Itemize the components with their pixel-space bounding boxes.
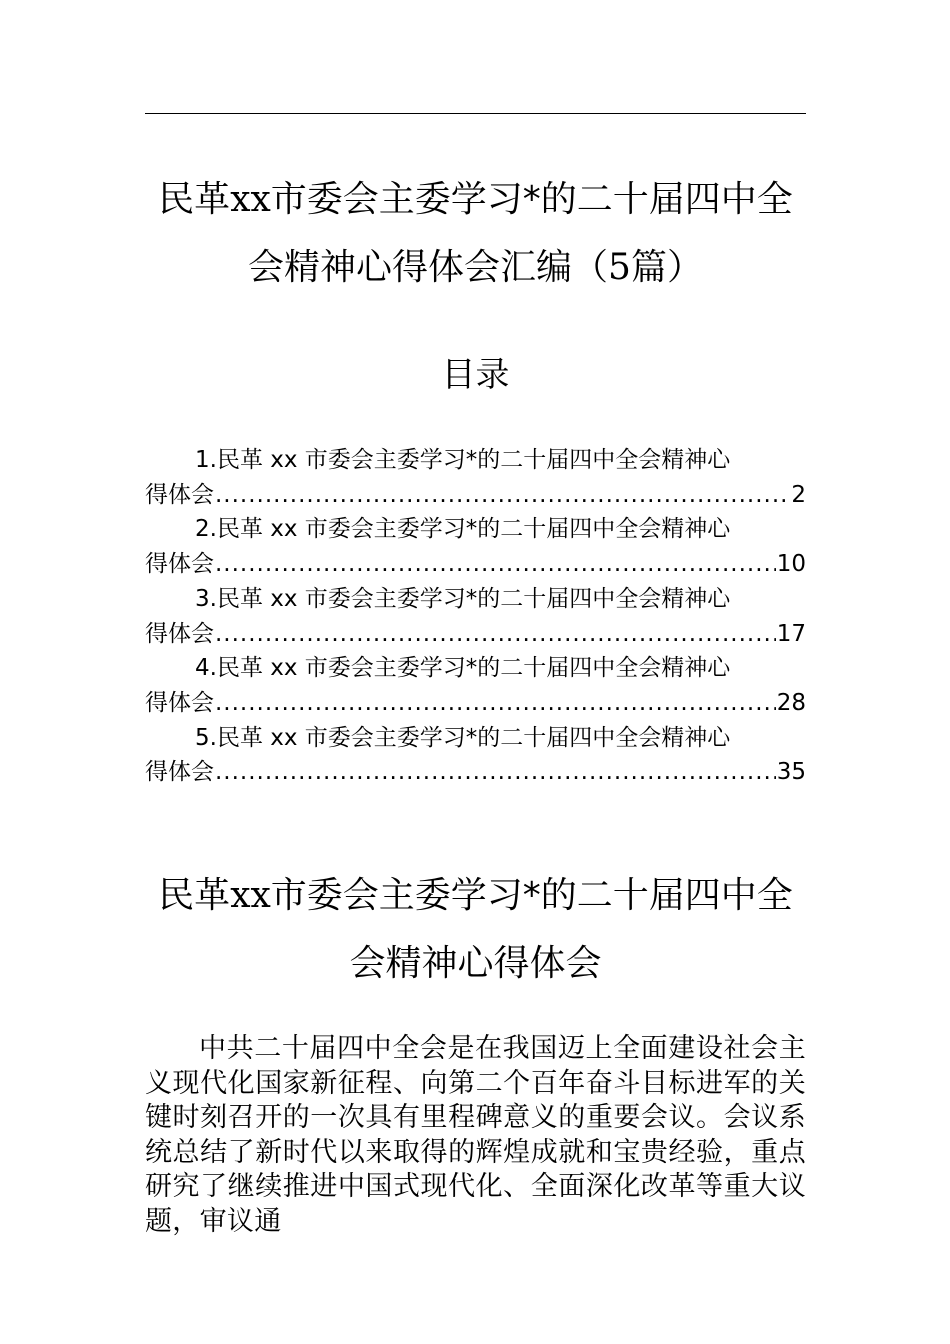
toc-entry-label-cont: 得体会 — [145, 551, 214, 578]
main-title-text: 篇） — [630, 247, 703, 288]
toc-entry-label-cont: 得体会 — [145, 759, 214, 786]
main-title-count: 5 — [608, 247, 631, 288]
toc-leader-dots — [215, 755, 776, 790]
toc-entry-label-cont: 得体会 — [145, 620, 214, 647]
main-title-text: 民革 — [158, 179, 231, 220]
toc-entry-line — [145, 755, 806, 790]
table-of-contents — [145, 443, 806, 790]
toc-page-number: 17 — [776, 620, 806, 647]
toc-page-number: 28 — [776, 689, 806, 716]
toc-entry-line — [145, 686, 806, 721]
toc-entry[interactable] — [145, 721, 806, 790]
header-rule — [145, 113, 806, 114]
main-title-latin: xx — [230, 179, 271, 220]
main-title — [145, 166, 806, 302]
toc-entry-label: 1.民革 xx 市委会主委学习*的二十届四中全会精神心 — [195, 447, 731, 473]
toc-heading: 目录 — [441, 355, 510, 395]
toc-entry[interactable] — [145, 651, 806, 720]
toc-entry[interactable] — [145, 582, 806, 651]
toc-entry-label: 2.民革 xx 市委会主委学习*的二十届四中全会精神心 — [195, 516, 731, 543]
section-title — [145, 862, 806, 998]
main-title-text: 市委会主委学习*的二十届四中全会精神心得体会汇编（ — [248, 179, 793, 288]
toc-leader-dots — [215, 617, 776, 652]
toc-entry[interactable] — [145, 443, 806, 512]
toc-entry-label: 5.民革 xx 市委会主委学习*的二十届四中全会精神心 — [195, 724, 731, 751]
section-title-text: 市委会主委学习*的二十届四中全会精神心得体会 — [270, 875, 793, 984]
toc-entry-label-cont: 得体会 — [145, 689, 214, 716]
toc-page-number: 10 — [776, 551, 806, 578]
toc-page-number: 2 — [791, 481, 806, 508]
toc-entry-label-cont: 得体会 — [145, 481, 214, 508]
toc-leader-dots — [215, 686, 776, 721]
toc-entry-label: 3.民革 xx 市委会主委学习*的二十届四中全会精神心 — [195, 585, 731, 612]
toc-entry-line — [145, 547, 806, 582]
section-title-latin: xx — [230, 875, 271, 916]
toc-leader-dots — [215, 547, 776, 582]
toc-leader-dots — [215, 478, 790, 513]
toc-entry-label: 4.民革 xx 市委会主委学习*的二十届四中全会精神心 — [195, 655, 731, 682]
body-paragraph: 中共二十届四中全会是在我国迈上全面建设社会主义现代化国家新征程、向第二个百年奋斗目标进军的关键时刻召开的一次具有里程碑意义的重要会议。会议系统总结了新时代以来取得的辉煌成就和宝贵经验，重点研究了继续推进中国式现代化、全面深化改革等重大议题，审议通 — [145, 1033, 806, 1237]
section-title-text: 民革 — [158, 875, 231, 916]
toc-entry-line — [145, 617, 806, 652]
document-page — [145, 0, 806, 1344]
toc-page-number: 35 — [776, 759, 806, 786]
toc-entry-line — [145, 478, 806, 513]
toc-entry[interactable] — [145, 512, 806, 581]
